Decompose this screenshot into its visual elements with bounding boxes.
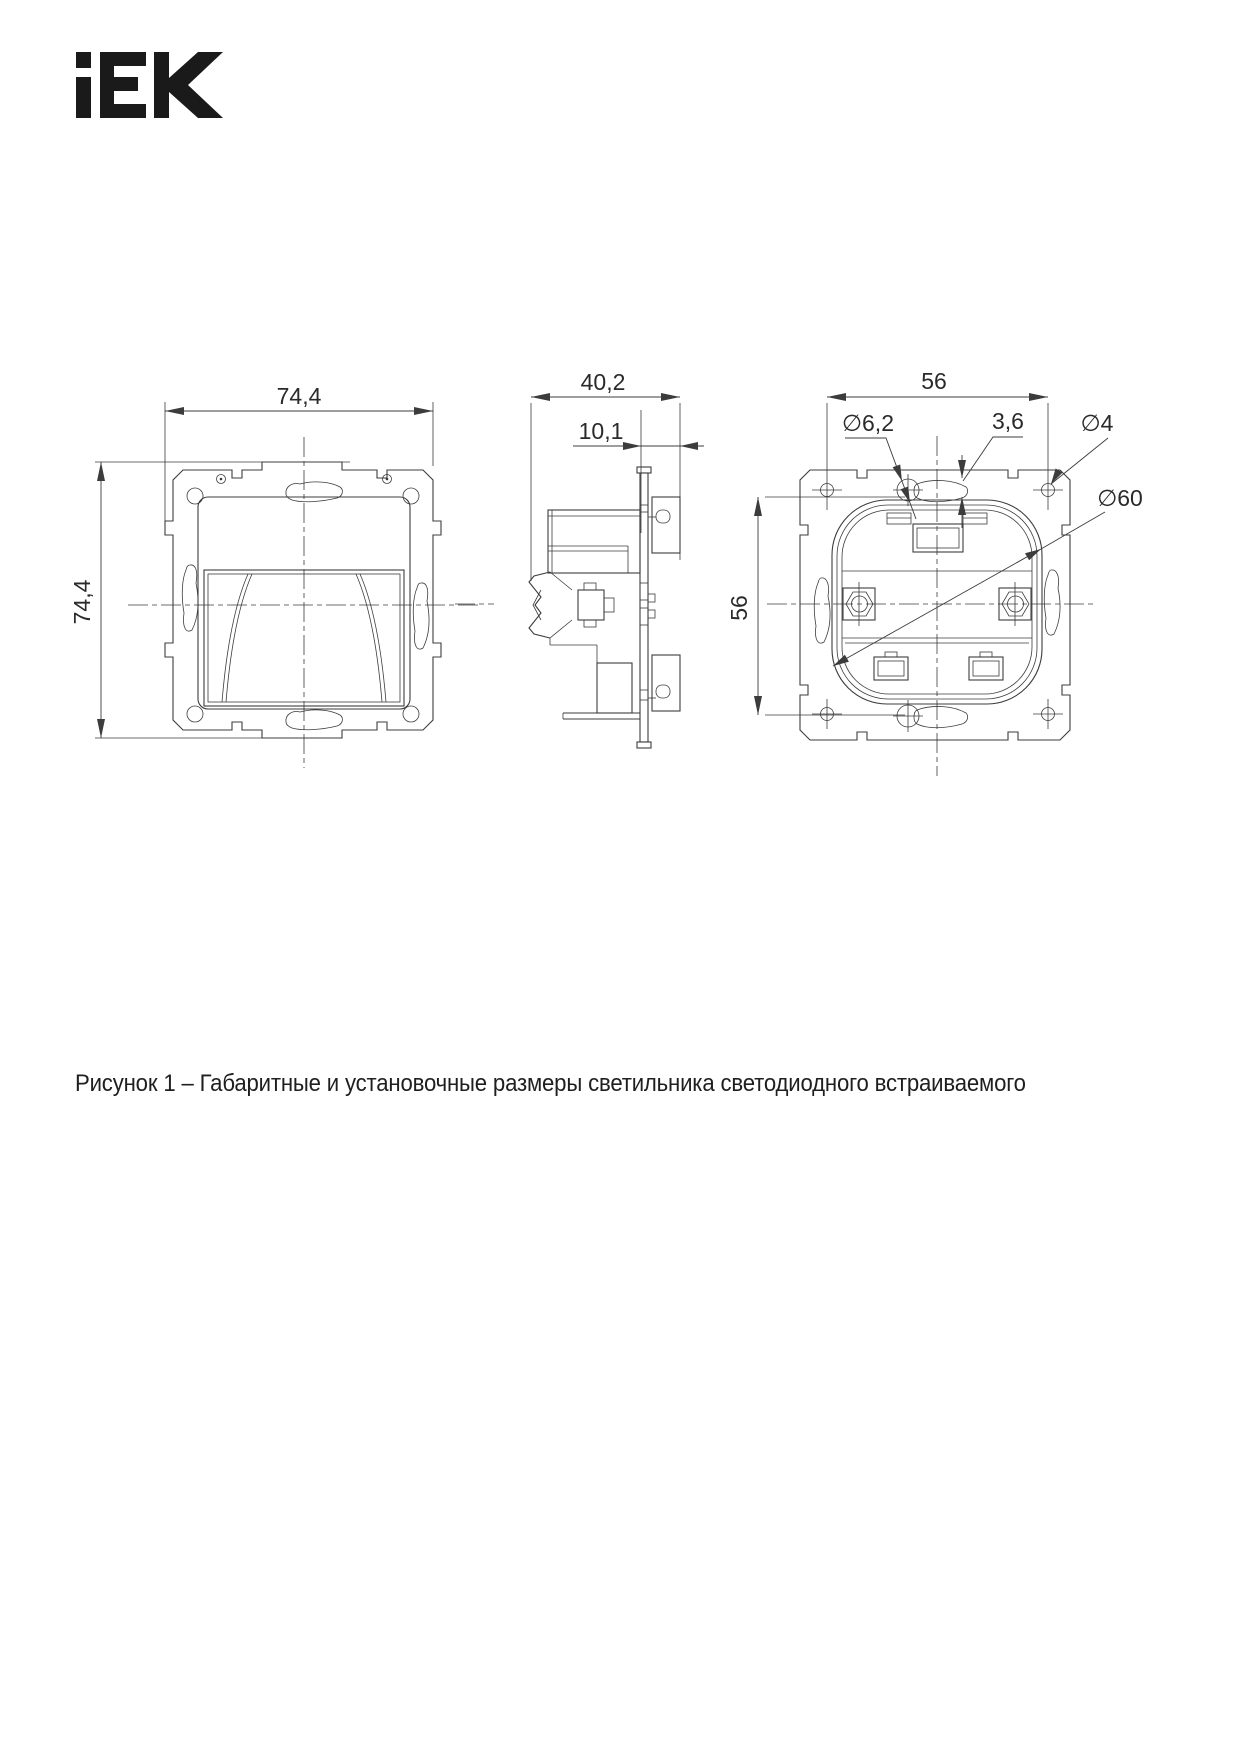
- side-body-profile: [529, 510, 640, 719]
- side-rear-claws: [648, 497, 680, 711]
- side-view: [455, 369, 704, 748]
- side-bezel-wedge: [529, 572, 550, 638]
- back-slot-label: 3,6: [992, 408, 1024, 434]
- back-width-label: 56: [921, 368, 947, 394]
- back-view: [726, 368, 1143, 776]
- back-height-label: 56: [726, 595, 752, 621]
- front-height-label: 74,4: [69, 579, 95, 625]
- side-led-module: [578, 590, 604, 620]
- side-flange: [637, 467, 651, 748]
- figure-caption: Рисунок 1 – Габаритные и установочные размеры светильника светодиодного встраиваемого: [75, 1070, 1026, 1097]
- back-body-diameter-label: ∅60: [1097, 485, 1143, 511]
- side-depth-label: 40,2: [580, 369, 626, 395]
- back-mount-hole-label: ∅4: [1080, 410, 1114, 436]
- back-mount-hole-dimension: [1051, 410, 1114, 484]
- front-view: [69, 383, 478, 768]
- side-depth-dimension: [531, 369, 680, 581]
- side-front-depth-label: 10,1: [578, 418, 624, 444]
- front-width-label: 74,4: [276, 383, 322, 409]
- back-keyhole-label: ∅6,2: [841, 410, 895, 436]
